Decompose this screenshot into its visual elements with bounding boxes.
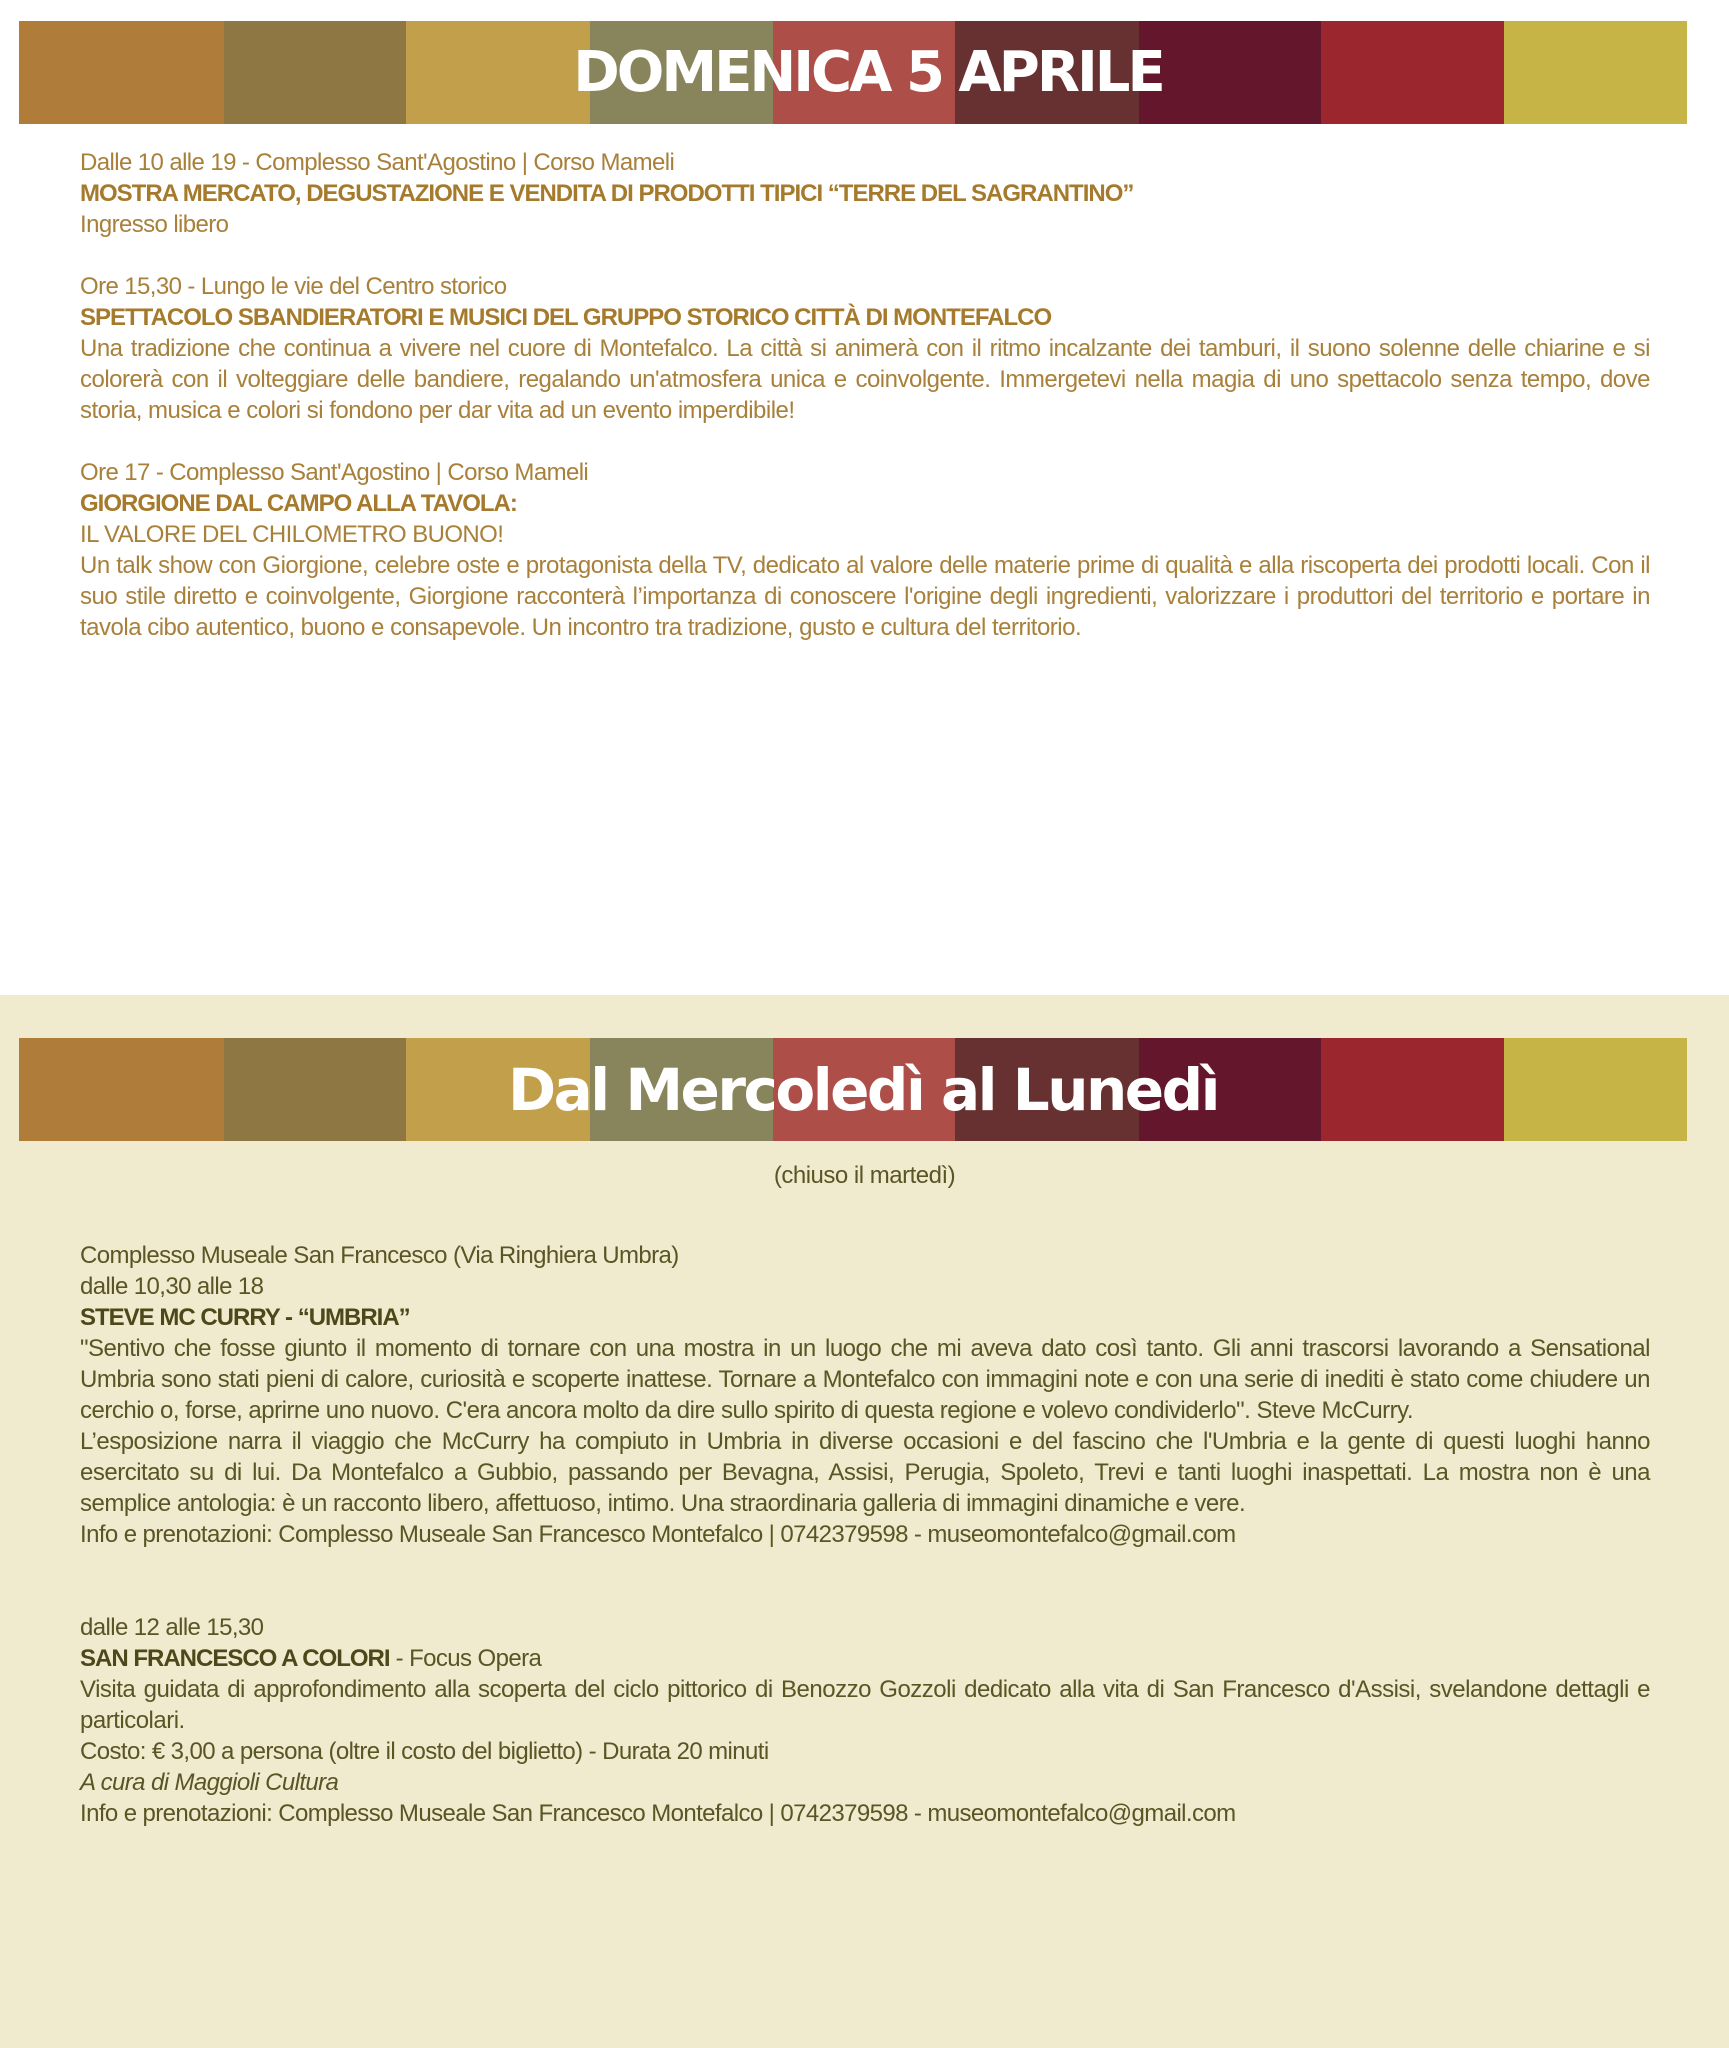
header-band-domenica [19,21,1707,124]
event-title-suffix: - Focus Opera [389,1645,542,1672]
event-hours: dalle 12 alle 15,30 [80,1614,264,1641]
event-venue: Complesso Museale San Francesco (Via Ringhiera Umbra) [80,1242,679,1269]
events-list-domenica [80,147,1650,643]
event-item [80,271,1650,426]
event-when-where: Ore 15,30 - Lungo le vie del Centro storico [80,273,507,300]
event-description: Visita guidata di approfondimento alla scoperta del ciclo pittorico di Benozzo Gozzoli dedicato alla vita di San Francesco d'Assisi, svelandone dettagli e particolari. [80,1676,1650,1734]
event-quote: "Sentivo che fosse giunto il momento di tornare con una mostra in un luogo che mi aveva dato così tanto. Gli anni trascorsi lavorando a Sensational Umbria sono stati pieni di calore, curiosità e scoperte inattese. Tornare a Montefalco con immagini note e con una serie di inediti è stato come chiudere un cerchio o, forse, aprirne uno nuovo. C'era ancora molto da dire sullo spirito di questa regione e volevo condividerlo". Steve McCurry. [80,1335,1650,1424]
section-title: Dal Mercoledì al Lunedì [507,1055,1219,1124]
event-title: MOSTRA MERCATO, DEGUSTAZIONE E VENDITA DI PRODOTTI TIPICI “TERRE DEL SAGRANTINO” [80,180,1134,207]
event-title: STEVE MC CURRY - “UMBRIA” [80,1304,410,1331]
event-when-where: Ore 17 - Complesso Sant'Agostino | Corso Mameli [80,459,589,486]
event-item [80,1240,1650,1550]
event-info: Info e prenotazioni: Complesso Museale San Francesco Montefalco | 0742379598 - museomontefalco@gmail.com [80,1800,1236,1827]
event-note: Ingresso libero [80,211,229,238]
event-item [80,1612,1650,1829]
closed-note: (chiuso il martedì) [773,1162,956,1189]
event-subtitle: IL VALORE DEL CHILOMETRO BUONO! [80,521,504,548]
section-title: DOMENICA 5 APRILE [573,40,1163,105]
event-description: Un talk show con Giorgione, celebre oste e protagonista della TV, dedicato al valore delle materie prime di qualità e alla riscoperta dei prodotti locali. Con il suo stile diretto e coinvolgente, Giorgione racconterà l’importanza di conoscere l'origine degli ingredienti, valorizzare i produttori del territorio e portare in tavola cibo autentico, buono e consapevole. Un incontro tra tradizione, gusto e cultura del territorio. [80,552,1650,641]
event-title: SPETTACOLO SBANDIERATORI E MUSICI DEL GRUPPO STORICO CITTÀ DI MONTEFALCO [80,304,1052,331]
event-when-where: Dalle 10 alle 19 - Complesso Sant'Agostino | Corso Mameli [80,149,675,176]
event-item [80,147,1650,240]
event-item [80,457,1650,643]
event-title: GIORGIONE DAL CAMPO ALLA TAVOLA: [80,490,517,517]
event-hours: dalle 10,30 alle 18 [80,1273,264,1300]
event-info: Info e prenotazioni: Complesso Museale San Francesco Montefalco | 0742379598 - museomontefalco@gmail.com [80,1521,1236,1548]
event-cost: Costo: € 3,00 a persona (oltre il costo del biglietto) - Durata 20 minuti [80,1738,769,1765]
event-description: L’esposizione narra il viaggio che McCurry ha compiuto in Umbria in diverse occasioni e del fascino che l'Umbria e la gente di questi luoghi hanno esercitato su di lui. Da Montefalco a Gubbio, passando per Bevagna, Assisi, Perugia, Spoleto, Trevi e tanti luoghi inaspettati. La mostra non è una semplice antologia: è un racconto libero, affettuoso, intimo. Una straordinaria galleria di immagini dinamiche e vere. [80,1428,1650,1517]
event-description: Una tradizione che continua a vivere nel cuore di Montefalco. La città si animerà con il ritmo incalzante dei tamburi, il suono solenne delle chiarine e si colorerà con il volteggiare delle bandiere, regalando un'atmosfera unica e coinvolgente. Immergetevi nella magia di uno spettacolo senza tempo, dove storia, musica e colori si fondono per dar vita ad un evento imperdibile! [80,335,1650,424]
event-title: SAN FRANCESCO A COLORI [80,1645,390,1672]
event-title-line [80,1643,1650,1674]
events-list-mercoledi-lunedi [80,1240,1650,1829]
header-band-mercoledi-lunedi [19,1038,1707,1141]
event-curator: A cura di Maggioli Cultura [80,1769,339,1796]
